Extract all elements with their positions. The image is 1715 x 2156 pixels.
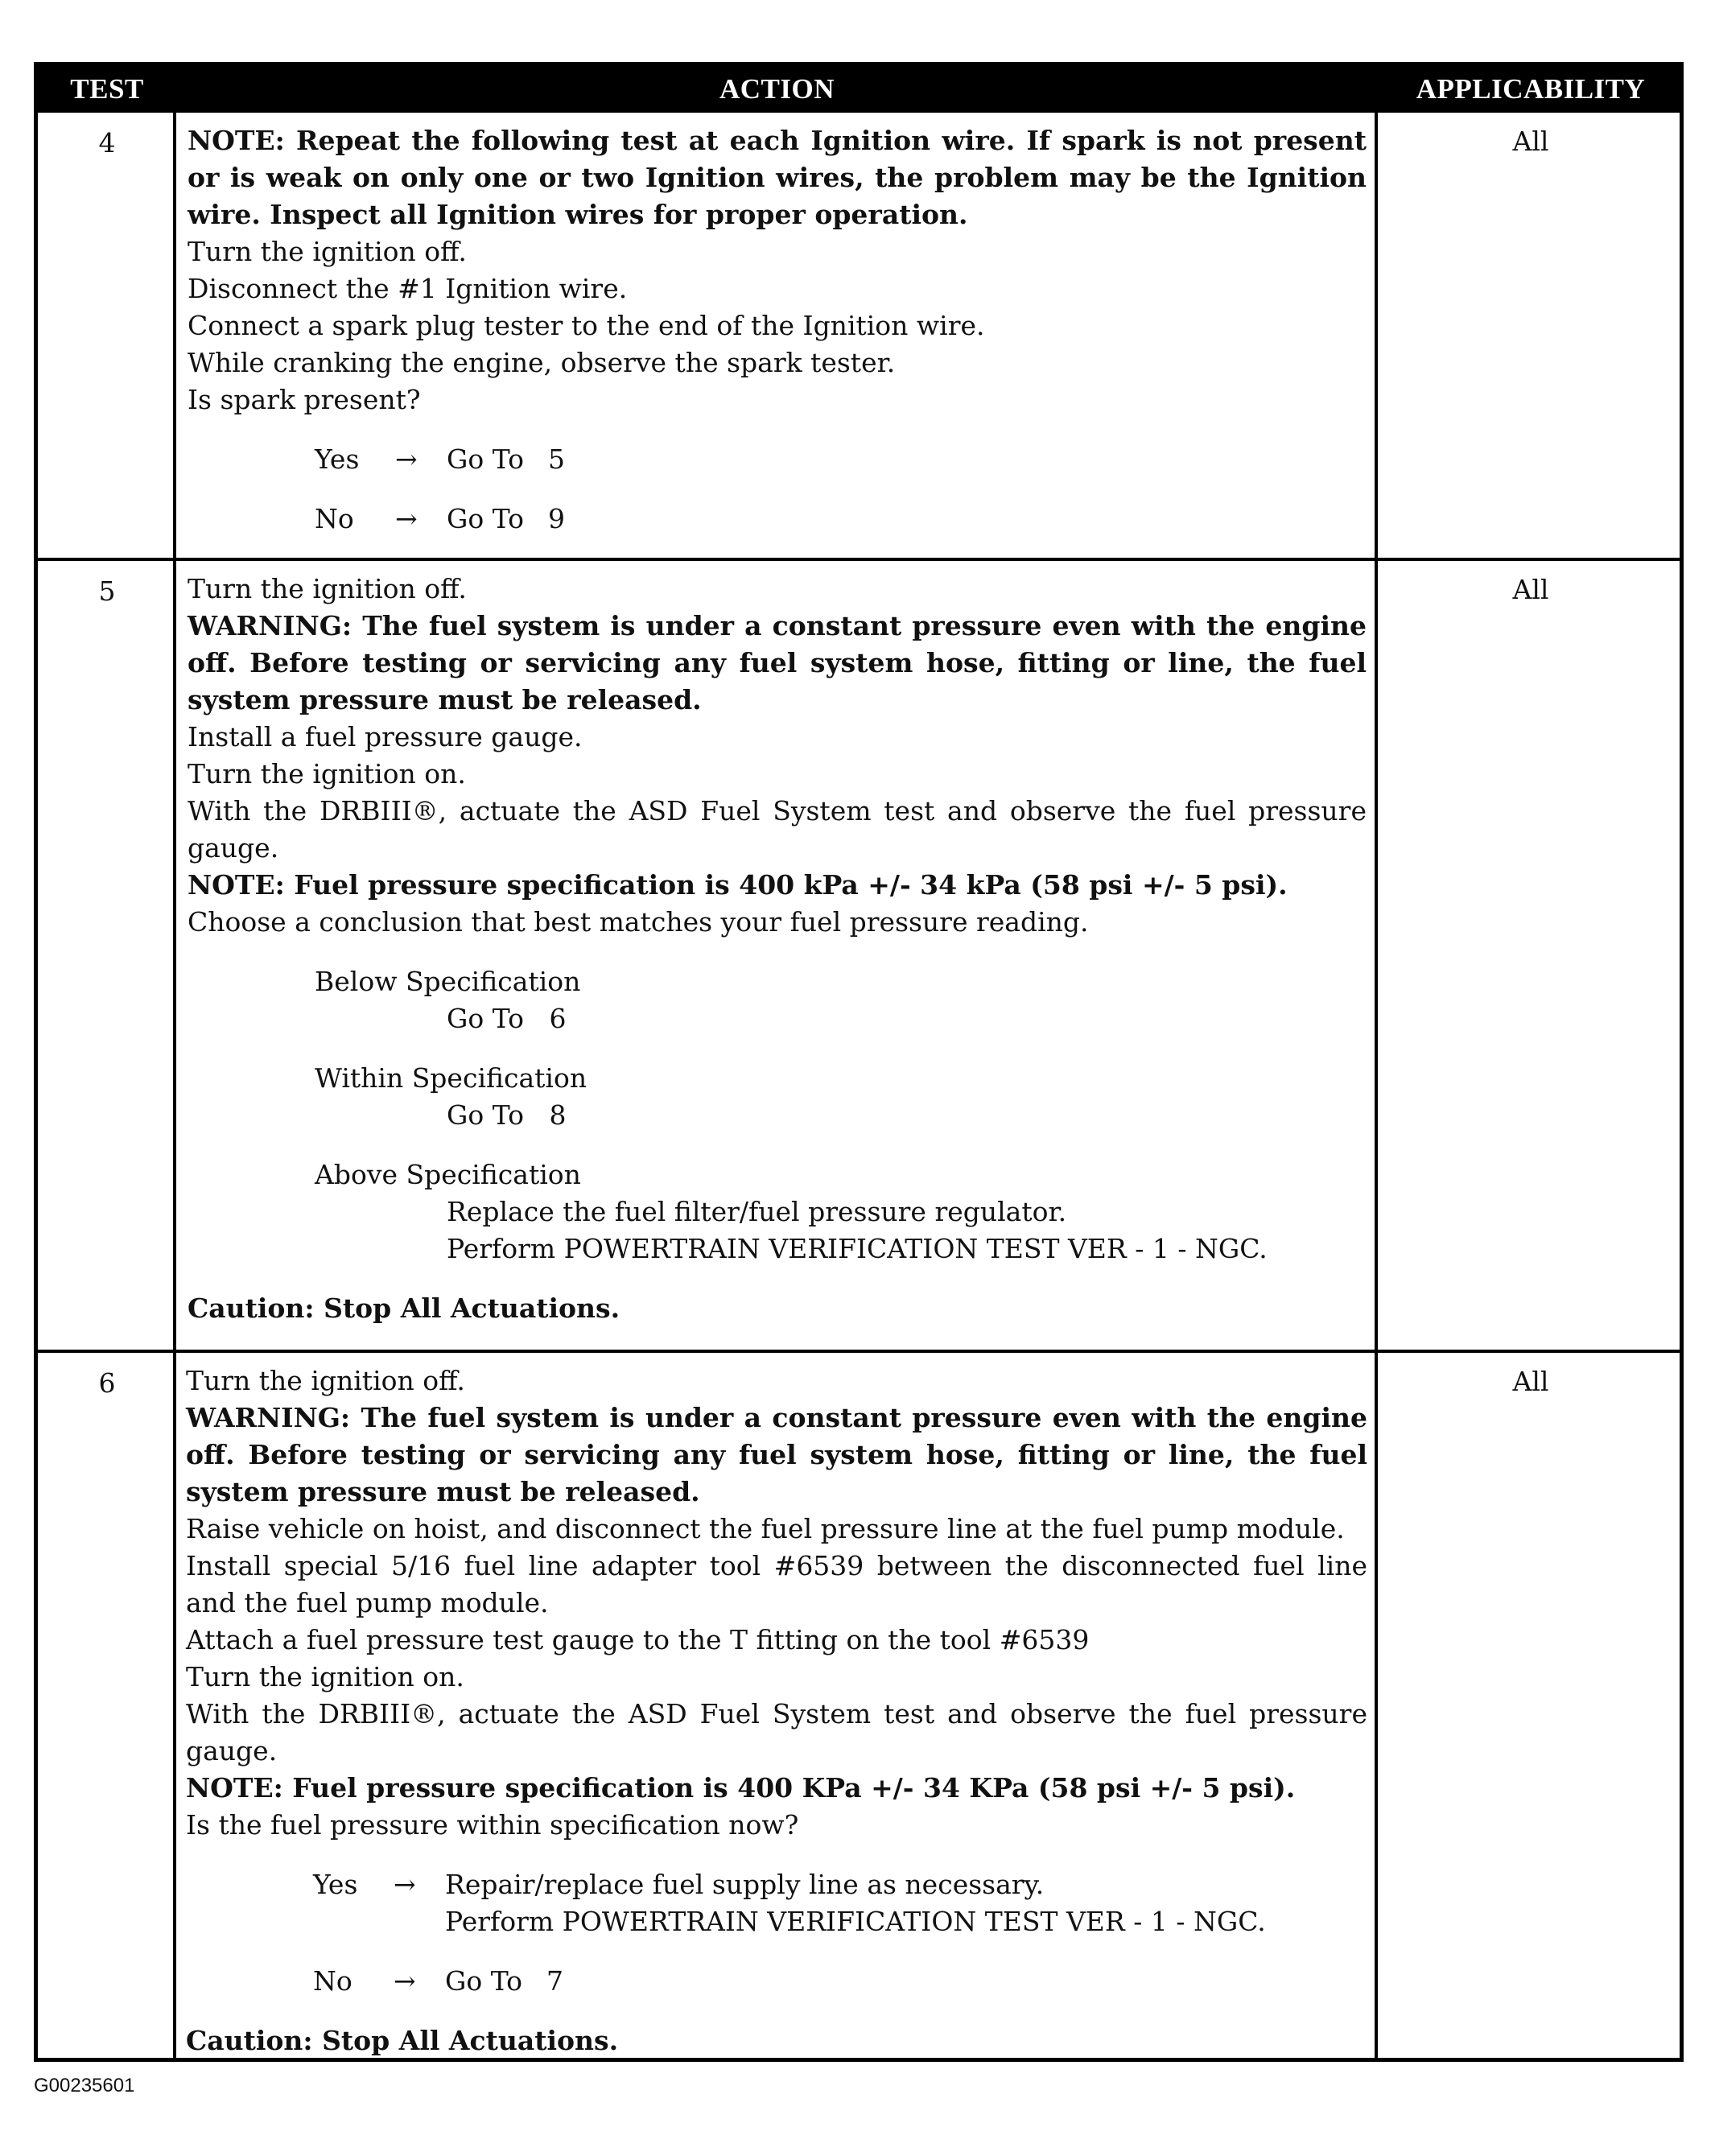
step: Turn the ignition on. (186, 1661, 464, 1692)
action-cell (188, 122, 1367, 538)
step: Install a fuel pressure gauge. (188, 721, 583, 752)
applicability: All (1512, 126, 1549, 157)
warning: WARNING: The fuel system is under a constant pressure even with the engine off. Before testing or servicing any fuel system hose, fitting or line, the fuel system pressure must be released. (186, 1402, 1367, 1507)
applicability: All (1512, 574, 1549, 605)
header-test: TEST (38, 66, 176, 113)
goto-label: Go To (447, 503, 525, 534)
conclusion-result: Replace the fuel filter/fuel pressure regulator. (447, 1196, 1067, 1227)
table-row-test-5 (38, 558, 1680, 1350)
question: Is the fuel pressure within specification now? (186, 1809, 799, 1841)
note: NOTE: Fuel pressure specification is 400 kPa +/- 34 kPa (58 psi +/- 5 psi). (188, 869, 1288, 901)
step: Connect a spark plug tester to the end of the Ignition wire. (188, 310, 985, 341)
goto-target: 7 (546, 1965, 564, 1997)
answer-yes (186, 1866, 1367, 1940)
result-line: Repair/replace fuel supply line as necessary. (445, 1869, 1045, 1900)
step: Raise vehicle on hoist, and disconnect the fuel pressure line at the fuel pump module. (186, 1513, 1345, 1544)
conclusion-result: Perform POWERTRAIN VERIFICATION TEST VER - 1 - NGC. (447, 1233, 1268, 1264)
header-action: ACTION (176, 66, 1378, 113)
header-applicability: APPLICABILITY (1378, 66, 1684, 113)
step: With the DRBIII®, actuate the ASD Fuel System test and observe the fuel pressure gauge. (188, 795, 1367, 864)
step: Disconnect the #1 Ignition wire. (188, 273, 628, 304)
arrow-icon: → (394, 1965, 416, 1997)
step: Attach a fuel pressure test gauge to the T fitting on the tool #6539 (186, 1624, 1090, 1655)
note: NOTE: Fuel pressure specification is 400 KPa +/- 34 KPa (58 psi +/- 5 psi). (186, 1772, 1296, 1804)
caution: Caution: Stop All Actuations. (188, 1292, 620, 1324)
step: Turn the ignition off. (188, 236, 467, 267)
test-number: 5 (98, 575, 116, 607)
goto-label: Go To (445, 1965, 523, 1997)
step: With the DRBIII®, actuate the ASD Fuel System test and observe the fuel pressure gauge. (186, 1698, 1367, 1766)
answer-no (186, 1963, 1367, 2000)
answer-result (445, 1866, 1266, 1940)
conclusion-label: Above Specification (315, 1159, 581, 1190)
arrow-icon: → (394, 1869, 416, 1900)
action-cell (186, 1362, 1367, 2059)
answer-yes (188, 441, 1367, 478)
applicability: All (1512, 1366, 1549, 1397)
table-row-test-4 (38, 113, 1680, 558)
goto-target: 5 (548, 443, 566, 475)
conclusion-label: Below Specification (315, 966, 581, 997)
test-number: 4 (98, 127, 116, 159)
question: Is spark present? (188, 384, 421, 415)
answer-label: No (313, 1965, 352, 1997)
test-number: 6 (98, 1367, 116, 1399)
step: Install special 5/16 fuel line adapter tool #6539 between the disconnected fuel line and the fuel pump module. (186, 1550, 1367, 1618)
table-row-test-6 (38, 1350, 1680, 2059)
goto-target: 9 (548, 503, 566, 534)
note: NOTE: Repeat the following test at each Ignition wire. If spark is not present or is weak on only one or two Ignition wires, the problem may be the Ignition wire. Inspect all Ignition wires for proper operation. (188, 125, 1367, 230)
step: Turn the ignition off. (188, 573, 467, 604)
goto-label: Go To (447, 443, 525, 475)
answer-label: Yes (313, 1869, 358, 1900)
conclusion-result: Go To 8 (447, 1099, 567, 1131)
diagnostic-table (34, 62, 1684, 2062)
answer-label: No (315, 503, 354, 534)
arrow-icon: → (395, 443, 418, 475)
conclusion-result: Go To 6 (447, 1003, 567, 1034)
step: Turn the ignition on. (188, 758, 466, 789)
figure-id: G00235601 (34, 2075, 135, 2096)
answer-no (188, 501, 1367, 538)
action-cell (188, 571, 1367, 1327)
caution: Caution: Stop All Actuations. (186, 2025, 619, 2056)
answer-label: Yes (315, 443, 360, 475)
result-line: Perform POWERTRAIN VERIFICATION TEST VER - 1 - NGC. (445, 1906, 1266, 1937)
warning: WARNING: The fuel system is under a constant pressure even with the engine off. Before testing or servicing any fuel system hose, fitting or line, the fuel system pressure must be released. (188, 610, 1367, 715)
question: Choose a conclusion that best matches your fuel pressure reading. (188, 906, 1089, 938)
arrow-icon: → (395, 503, 418, 534)
step: While cranking the engine, observe the spark tester. (188, 347, 896, 378)
step: Turn the ignition off. (186, 1365, 465, 1396)
conclusion-label: Within Specification (315, 1062, 587, 1094)
